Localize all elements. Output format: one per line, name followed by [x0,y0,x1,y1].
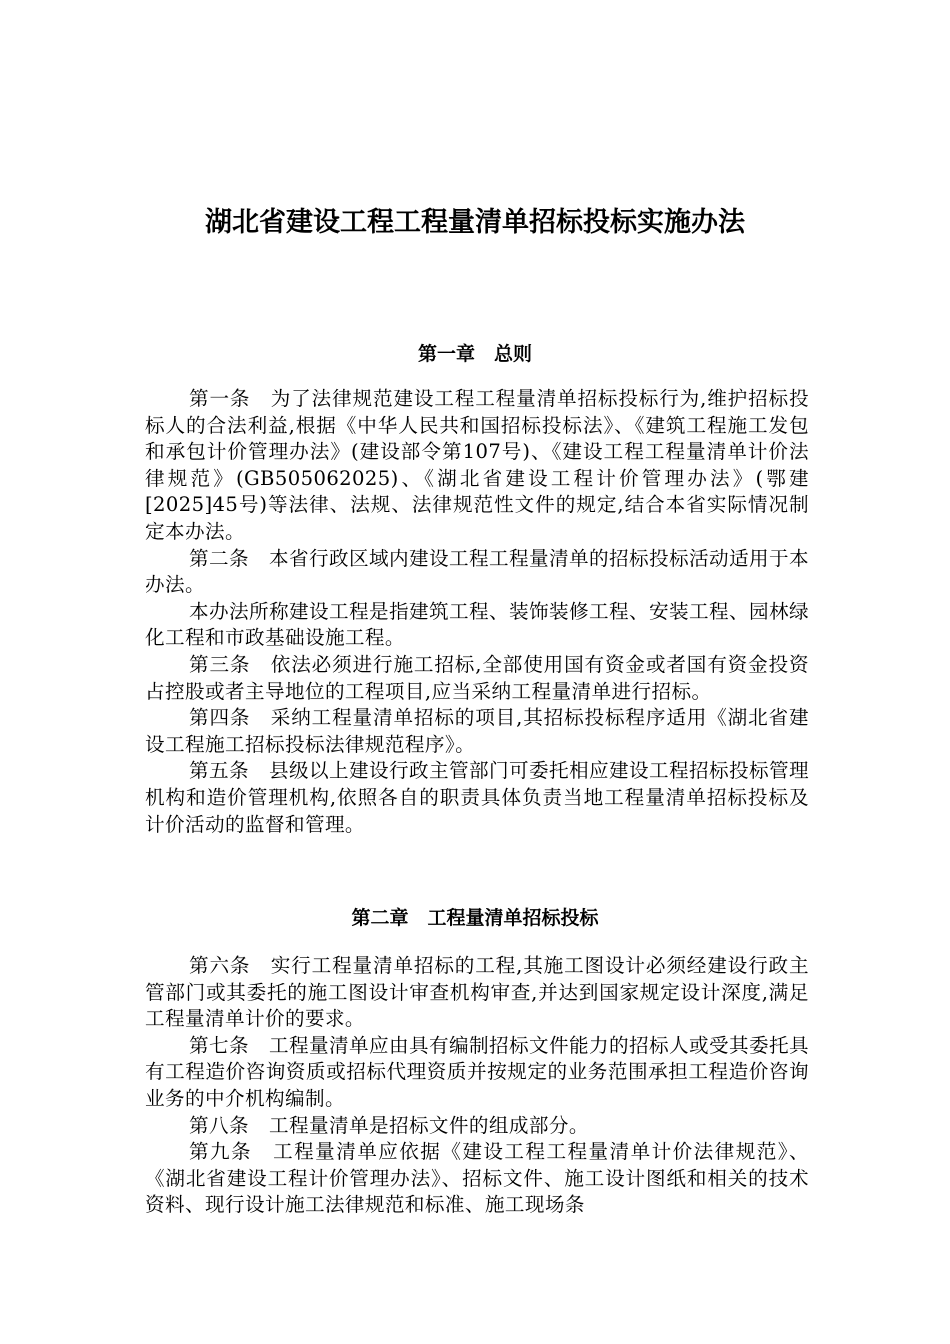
chapter-2-body [145,953,809,1219]
article-7 [145,1033,809,1113]
article-8 [145,1113,809,1140]
article-text: 实行工程量清单招标的工程,其施工图设计必须经建设行政主管部门或其委托的施工图设计审查机构审查,并达到国家规定设计深度,满足工程量清单计价的要求。 [145,954,809,1031]
article-text: 本省行政区域内建设工程工程量清单的招标投标活动适用于本办法。 [145,546,809,597]
article-label: 第五条 [189,759,269,783]
article-label: 第八条 [189,1113,269,1137]
article-5 [145,758,809,838]
article-text: 依法必须进行施工招标,全部使用国有资金或者国有资金投资占控股或者主导地位的工程项目,应当采纳工程量清单进行招标。 [145,652,809,703]
document-title: 湖北省建设工程工程量清单招标投标实施办法 [205,207,745,238]
article-1 [145,386,809,546]
chapter-1-heading: 第一章 总则 [417,343,532,365]
article-text: 采纳工程量清单招标的项目,其招标投标程序适用《湖北省建设工程施工招标投标法律规范程序》。 [145,706,809,756]
chapter-2-heading: 第二章 工程量清单招标投标 [351,907,599,929]
article-9 [145,1139,809,1219]
article-text: 县级以上建设行政主管部门可委托相应建设工程招标投标管理机构和造价管理机构,依照各自的职责具体负责当地工程量清单招标投标及计价活动的监督和管理。 [145,759,809,836]
article-text: 工程量清单应由具有编制招标文件能力的招标人或受其委托具有工程造价咨询资质或招标代理资质并按规定的业务范围承担工程造价咨询业务的中介机构编制。 [145,1033,809,1110]
article-3 [145,652,809,705]
chapter-1-body [145,386,809,838]
article-text: 为了法律规范建设工程工程量清单招标投标行为,维护招标投标人的合法利益,根据《中华人民共和国招标投标法》、《建筑工程施工发包和承包计价管理办法》(建设部令第107号)、《建设工程工程量清单计价法律规范》(GB505062025)、《湖北省建设工程计价管理办法》(鄂建 [2025]45号)等法律、法规、法律规范性文件的规定,结合本省实际情况制定本办法。 [145,387,809,543]
article-4 [145,705,809,758]
article-label: 第一条 [189,387,271,410]
article-text: 本办法所称建设工程是指建筑工程、装饰装修工程、安装工程、园林绿化工程和市政基础设施工程。 [145,599,809,650]
article-2-supplement [145,599,809,652]
article-label: 第九条 [189,1140,274,1164]
article-label: 第四条 [189,706,271,730]
article-text: 工程量清单应依据《建设工程工程量清单计价法律规范》、《湖北省建设工程计价管理办法》、招标文件、施工设计图纸和相关的技术资料、现行设计施工法律规范和标准、施工现场条 [145,1140,809,1217]
article-label: 第二条 [189,546,269,570]
article-6 [145,953,809,1033]
article-label: 第七条 [189,1033,269,1057]
article-label: 第六条 [189,954,271,977]
article-text: 工程量清单是招标文件的组成部分。 [268,1113,589,1137]
article-label: 第三条 [189,652,271,676]
article-2 [145,546,809,599]
